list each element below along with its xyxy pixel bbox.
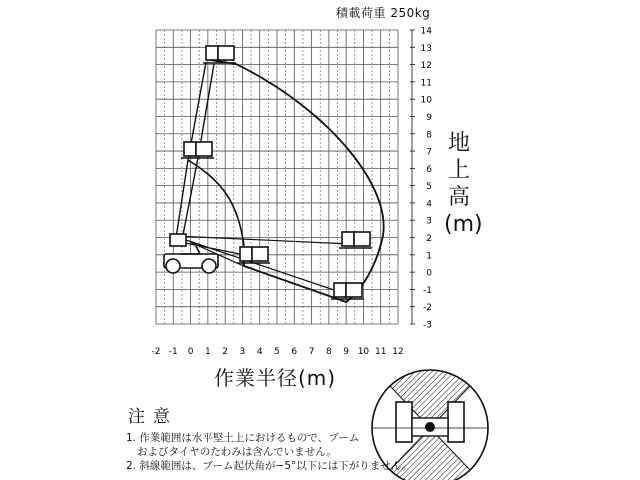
- x-tick-label: -1: [168, 347, 178, 357]
- y-tick-label: 8: [426, 130, 432, 141]
- y-tick-label: 3: [426, 216, 432, 227]
- y-tick-label: -1: [423, 285, 432, 296]
- x-tick-label: 7: [308, 347, 315, 357]
- vehicle-icon: [164, 234, 218, 273]
- y-tick-label: 12: [420, 61, 432, 72]
- note-item-2: 2. 斜線範囲は、ブーム起伏角が−5°以下には下がりません。: [126, 460, 413, 472]
- y-tick-label: -2: [423, 303, 432, 314]
- y-tick-label: -3: [423, 320, 432, 331]
- working-envelope-outline: [210, 60, 384, 302]
- x-tick-label: 4: [256, 347, 263, 357]
- platform-icon-top: [203, 46, 236, 63]
- y-tick-label: 0: [426, 268, 432, 279]
- x-axis-title: 作業半径(m): [214, 366, 337, 390]
- y-tick-label: 10: [420, 95, 432, 106]
- y-tick-label: 1: [426, 251, 432, 262]
- y-tick-label: 13: [420, 43, 432, 54]
- y-tick-label: 4: [426, 199, 432, 210]
- x-tick-label: 10: [357, 347, 370, 357]
- y-tick-labels: [410, 27, 432, 331]
- platform-icon-right-lower: [331, 283, 364, 299]
- y-tick-label: 7: [426, 147, 432, 158]
- note-item-1: 1. 作業範囲は水平堅土上におけるもので、ブーム: [126, 432, 360, 444]
- x-tick-label: 8: [325, 347, 332, 357]
- platform-icon-lower: [237, 247, 270, 263]
- notes-heading: 注意: [128, 407, 178, 427]
- y-tick-label: 11: [420, 78, 432, 89]
- x-tick-label: 0: [187, 347, 194, 357]
- y-tick-label: 14: [420, 26, 432, 37]
- y-tick-label: 5: [426, 182, 432, 193]
- x-tick-label: 6: [291, 347, 298, 357]
- x-tick-label: 5: [274, 347, 280, 357]
- x-tick-label: 9: [343, 347, 350, 357]
- platform-icon-right-upper: [339, 232, 372, 248]
- y-axis-title: 地 上 高 (m): [444, 131, 483, 237]
- note-item-1-continued: およびタイヤのたわみは含んでいません。: [137, 446, 337, 458]
- x-tick-label: 1: [204, 347, 211, 357]
- y-tick-label: 2: [426, 234, 432, 245]
- load-capacity-label: 積載荷重 250kg: [336, 6, 431, 20]
- x-tick-label: 2: [222, 347, 229, 357]
- x-tick-labels: [152, 347, 404, 357]
- platform-icon-middle: [181, 142, 214, 158]
- x-tick-label: 12: [392, 347, 404, 357]
- x-tick-label: 11: [374, 347, 387, 357]
- y-tick-label: 6: [426, 164, 432, 175]
- y-tick-label: 9: [426, 112, 432, 123]
- x-tick-label: -2: [151, 347, 161, 357]
- grid: [156, 30, 398, 324]
- x-tick-label: 3: [239, 347, 246, 357]
